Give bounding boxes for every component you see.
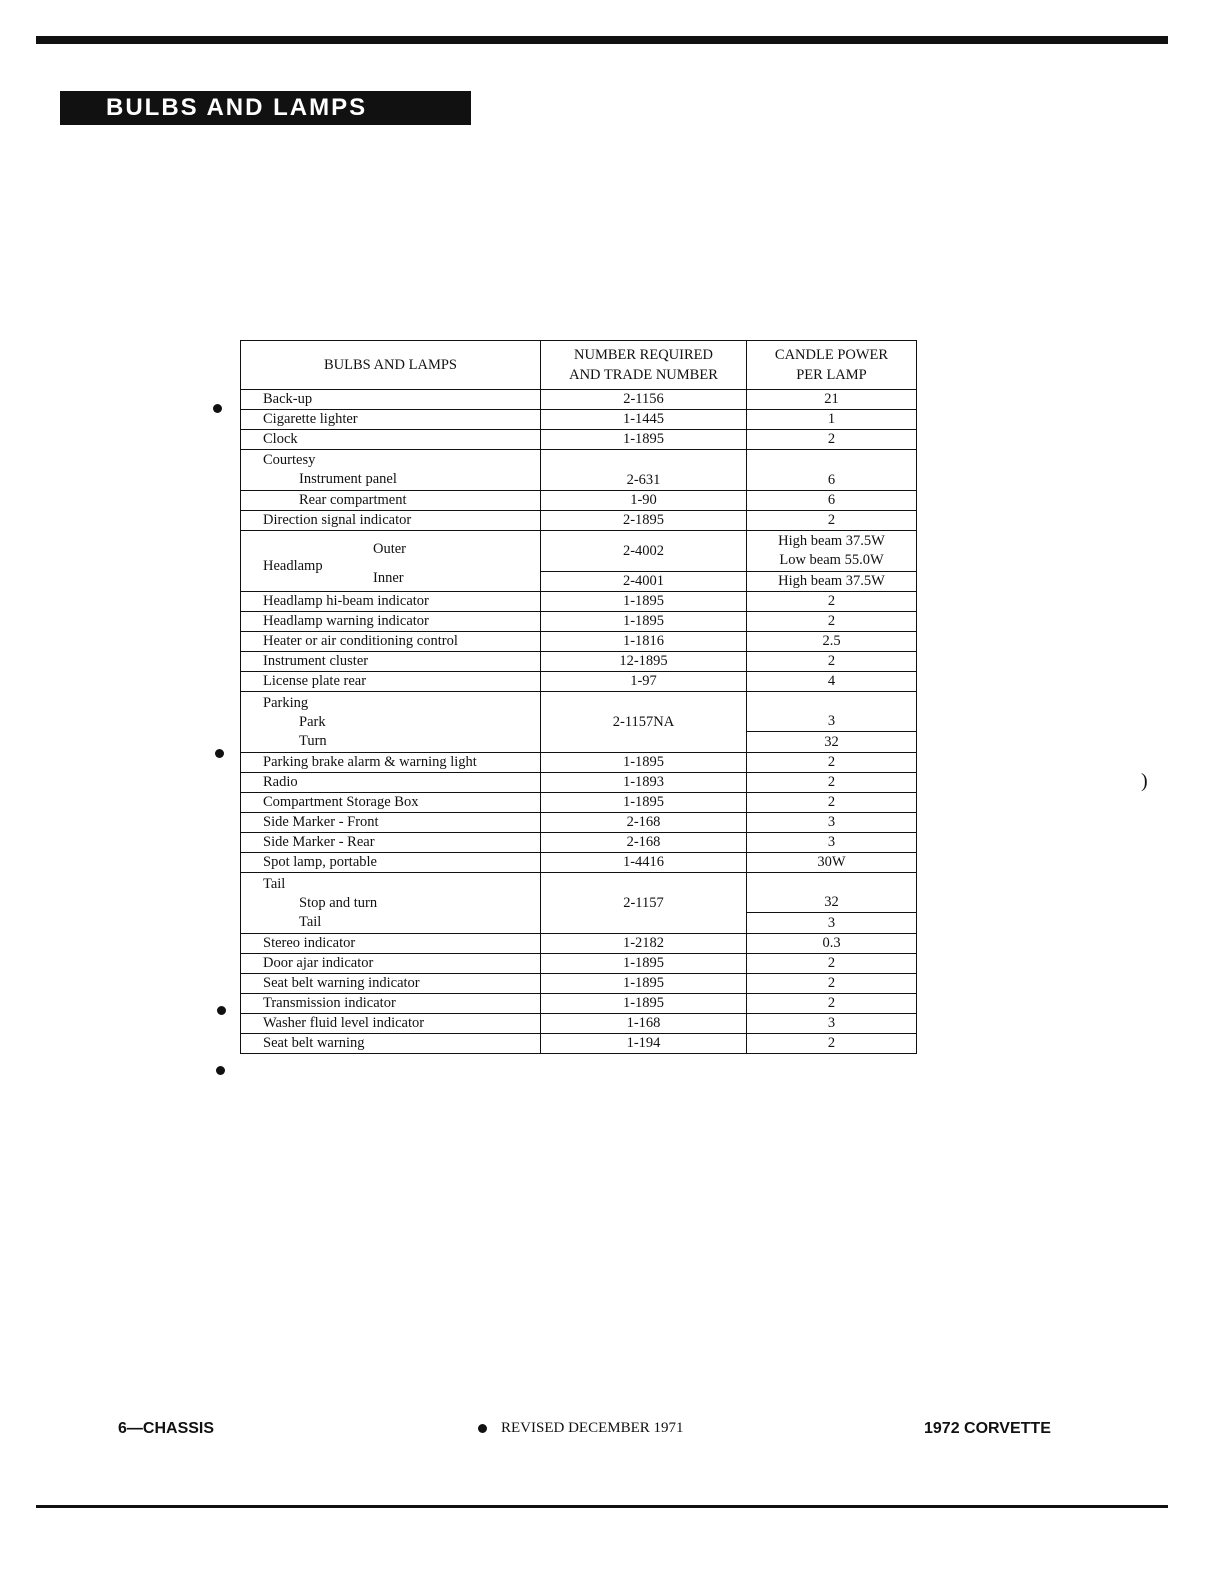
row-candle-power: 2	[747, 1034, 917, 1054]
table-row	[241, 1014, 917, 1034]
row-number: 1-1895	[541, 753, 747, 773]
row-candle-power: 2	[747, 954, 917, 974]
row-candle-power: 6	[747, 491, 917, 511]
row-candle-power: 3	[747, 833, 917, 853]
subrow-name: Instrument panel	[299, 471, 397, 487]
row-candle-power: 2	[747, 773, 917, 793]
row-number: 1-168	[541, 1014, 747, 1034]
bottom-rule	[36, 1505, 1168, 1508]
table-header-row	[241, 341, 917, 390]
margin-mark: )	[1141, 770, 1148, 792]
table-row	[241, 612, 917, 632]
row-candle-power: 2	[747, 612, 917, 632]
row-candle-power: 21	[747, 390, 917, 410]
table-row	[241, 450, 917, 491]
subrow-name: Inner	[373, 570, 404, 586]
row-number: 1-97	[541, 672, 747, 692]
row-candle-power: 2.5	[747, 632, 917, 652]
table-row	[241, 491, 917, 511]
row-name	[241, 531, 541, 592]
table-row	[241, 390, 917, 410]
row-candle-power: 2	[747, 974, 917, 994]
row-number: 2-631	[541, 450, 747, 491]
header-bulbs-and-lamps: BULBS AND LAMPS	[241, 341, 541, 390]
row-name: Parking Park Turn	[241, 692, 541, 753]
row-candle-power: 2	[747, 753, 917, 773]
subrow-name: Tail	[299, 913, 322, 930]
row-candle-power: 32	[747, 873, 917, 913]
table-row	[241, 813, 917, 833]
table-row	[241, 773, 917, 793]
row-name: Side Marker - Rear	[241, 833, 541, 853]
row-name: Side Marker - Front	[241, 813, 541, 833]
table-row	[241, 974, 917, 994]
row-number: 1-4416	[541, 853, 747, 873]
row-number: 12-1895	[541, 652, 747, 672]
revision-bullet	[217, 1006, 226, 1015]
row-candle-power: 2	[747, 511, 917, 531]
row-name: Clock	[241, 430, 541, 450]
table-row	[241, 632, 917, 652]
subrow-name: Outer	[373, 541, 407, 557]
row-name: Seat belt warning	[241, 1034, 541, 1054]
row-number: 2-1156	[541, 390, 747, 410]
row-candle-power: 2	[747, 652, 917, 672]
row-number: 1-2182	[541, 934, 747, 954]
top-rule	[36, 36, 1168, 44]
row-candle-power: 6	[747, 450, 917, 491]
row-candle-power: 30W	[747, 853, 917, 873]
row-number: 1-1895	[541, 974, 747, 994]
row-name: Door ajar indicator	[241, 954, 541, 974]
row-candle-power: 2	[747, 430, 917, 450]
row-number: 1-1895	[541, 994, 747, 1014]
page-title: BULBS AND LAMPS	[60, 91, 471, 125]
table-row	[241, 873, 917, 913]
row-name: Headlamp hi-beam indicator	[241, 592, 541, 612]
row-number: 1-90	[541, 491, 747, 511]
subrow-name: Park	[299, 713, 326, 730]
row-name: Compartment Storage Box	[241, 793, 541, 813]
row-number: 2-1895	[541, 511, 747, 531]
header-number-required: NUMBER REQUIRED AND TRADE NUMBER	[541, 341, 747, 390]
table-row	[241, 592, 917, 612]
table-row	[241, 833, 917, 853]
row-number: 2-4002	[541, 531, 747, 572]
row-name: Courtesy Instrument panel	[241, 450, 541, 491]
row-candle-power: 32	[747, 732, 917, 753]
row-number: 2-1157	[541, 873, 747, 934]
table-row	[241, 934, 917, 954]
row-name: Instrument cluster	[241, 652, 541, 672]
row-candle-power: 4	[747, 672, 917, 692]
headlamp-label: Headlamp	[263, 558, 323, 574]
row-number: 2-168	[541, 813, 747, 833]
row-number: 1-1895	[541, 430, 747, 450]
table-row	[241, 410, 917, 430]
bulbs-table	[240, 340, 917, 1054]
table-row	[241, 511, 917, 531]
row-candle-power: High beam 37.5W Low beam 55.0W	[747, 531, 917, 572]
row-number: 2-1157NA	[541, 692, 747, 753]
row-name: Washer fluid level indicator	[241, 1014, 541, 1034]
row-name: Heater or air conditioning control	[241, 632, 541, 652]
row-name: Headlamp warning indicator	[241, 612, 541, 632]
footer-section-label: 6—CHASSIS	[118, 1420, 215, 1437]
revision-bullet	[213, 404, 222, 413]
row-number: 1-1895	[541, 793, 747, 813]
footer-model: 1972 CORVETTE	[924, 1420, 1051, 1437]
row-name: Parking brake alarm & warning light	[241, 753, 541, 773]
row-number: 1-1893	[541, 773, 747, 793]
table-row	[241, 994, 917, 1014]
table-row	[241, 753, 917, 773]
row-candle-power: 3	[747, 813, 917, 833]
table-row	[241, 531, 917, 572]
row-number: 2-4001	[541, 572, 747, 592]
row-number: 1-1895	[541, 612, 747, 632]
footer-revision: REVISED DECEMBER 1971	[478, 1420, 684, 1437]
row-number: 1-194	[541, 1034, 747, 1054]
table-row	[241, 430, 917, 450]
row-candle-power: 2	[747, 592, 917, 612]
table-row	[241, 853, 917, 873]
row-candle-power: High beam 37.5W	[747, 572, 917, 592]
table-row	[241, 1034, 917, 1054]
row-name: Rear compartment	[241, 491, 541, 511]
row-candle-power: 3	[747, 692, 917, 732]
row-name: Cigarette lighter	[241, 410, 541, 430]
row-number: 1-1816	[541, 632, 747, 652]
header-candle-power: CANDLE POWER PER LAMP	[747, 341, 917, 390]
row-name: Back-up	[241, 390, 541, 410]
subrow-name: Stop and turn	[299, 894, 378, 911]
revision-bullet	[216, 1066, 225, 1075]
table-row	[241, 652, 917, 672]
row-candle-power: 2	[747, 994, 917, 1014]
row-name: Radio	[241, 773, 541, 793]
row-number: 1-1895	[541, 954, 747, 974]
row-number: 2-168	[541, 833, 747, 853]
row-candle-power: 3	[747, 1014, 917, 1034]
subrow-name: Turn	[299, 732, 327, 749]
row-name: Stereo indicator	[241, 934, 541, 954]
row-name: Tail Stop and turn Tail	[241, 873, 541, 934]
table-row	[241, 954, 917, 974]
row-candle-power: 3	[747, 913, 917, 934]
row-name: License plate rear	[241, 672, 541, 692]
table-row	[241, 793, 917, 813]
revision-bullet-icon	[478, 1424, 487, 1433]
row-candle-power: 1	[747, 410, 917, 430]
table-row	[241, 692, 917, 732]
row-name: Spot lamp, portable	[241, 853, 541, 873]
row-candle-power: 2	[747, 793, 917, 813]
row-name: Transmission indicator	[241, 994, 541, 1014]
row-number: 1-1895	[541, 592, 747, 612]
revision-bullet	[215, 749, 224, 758]
row-name: Direction signal indicator	[241, 511, 541, 531]
table-row	[241, 672, 917, 692]
row-candle-power: 0.3	[747, 934, 917, 954]
row-number: 1-1445	[541, 410, 747, 430]
row-name: Seat belt warning indicator	[241, 974, 541, 994]
